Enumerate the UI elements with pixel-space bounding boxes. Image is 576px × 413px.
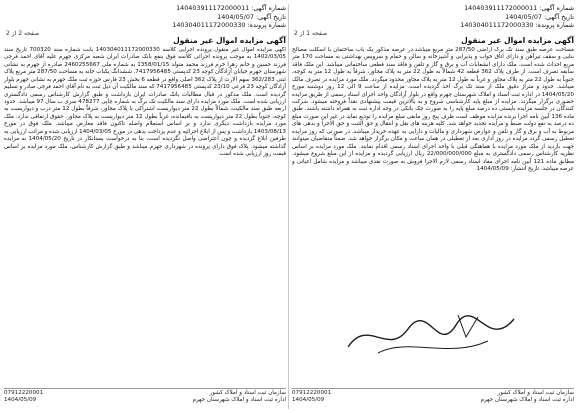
notice-meta [4,4,286,30]
notice-date: تاریخ آگهی: 1404/05/07 [505,12,574,21]
footer-rule [4,388,286,389]
notice-page-right [292,4,574,409]
notice-title: آگهی مزایده اموال غیر منقول [461,35,574,45]
column-divider [288,4,289,409]
notice-page-left [4,4,286,409]
signature-area [338,307,528,365]
footer-phone: 07912220001 [4,389,44,396]
notice-footer [292,388,574,405]
footer-rule [292,388,574,389]
footer-date: 1404/05/09 [292,397,325,404]
notice-number: شماره آگهی: 140403911172000011 [464,4,574,12]
handwritten-signature [338,307,528,365]
notice-number: شماره آگهی: 140403911172000011 [176,4,286,12]
footer-date: 1404/05/09 [4,397,37,404]
footer-office: اداره ثبت اسناد و املاک شهرستان جهرم [480,397,574,404]
footer-phone: 07912220001 [292,389,332,396]
notice-body-text: مساحت عرصه طبق سند تک برگ اراضی 287/50 متر مربع میباشد.در عرصه مذکور یک باب ساختمان با اسکلت مصالح بنایی و سقف تیرآهن و دارای اتاق خواب و پذیرایی و آشپزخانه و سالن و حمام و سرویس بهداشتی به مساحت 170 متر مربع احداث شده است. ملک دارای انشعابات آب و برق و گاز و تلفن و فاقد سند قطعی ساختمانی میباشد. این ملک فاقد سابقه تصرف است. از طرف پلاک 362 قطعه 42 شمالاً به طول 22 متر به پلاک مجاور، شرقاً به طول 12 متر به کوچه، جنوباً به طول 22 متر به پلاک مجاور و غرباً به طول 12 متر به پلاک مجاور محدود میگردد. ملک مورد مزایده در تصرف مالک میباشد. حدود و متراژ دقیق ملک از سند تک برگ اخذ گردیده است. مزایده از ساعت 9 الی 12 روز دوشنبه مورخ 1404/05/20 در اداره ثبت اسناد و املاک شهرستان جهرم واقع در بلوار آزادگان واحد اجرای اسناد رسمی از طریق مزایده حضوری برگزار میگردد. مزایده از مبلغ پایه کارشناسی شروع و به بالاترین قیمت پیشنهادی نقداً فروخته میشود. شرکت کنندگان در جلسه مزایده بایستی ده درصد مبلغ پایه را به صورت چک بانکی در وجه اداره ثبت به همراه داشته باشند. طبق ماده 136 آیین نامه اجرا برنده مزایده موظف است ظرف پنج روز مابقی مبلغ مزایده را تودیع نماید در غیر این صورت مبلغ ده درصد به نفع دولت ضبط و مزایده تجدید خواهد شد. کلیه هزینه های نقل و انتقال و حق الثبت و حق الاجرا و بدهی های مربوط به آب و برق و گاز و تلفن و عوارض شهرداری و مالیات و دارایی به عهده خریدار میباشد. در صورتی که روز مزایده تعطیل رسمی گردد مزایده در روز اداری بعد از تعطیلی در همان ساعت و مکان برگزار خواهد شد. ضمناً متقاضیان میتوانند جهت بازدید از ملک مورد مزایده با هماهنگی قبلی با واحد اجرای اسناد رسمی اقدام نمایند. ملک مورد مزایده بر اساس نظریه کارشناس رسمی دادگستری به مبلغ 22/000/000/000 ریال ارزیابی گردیده و مزایده از این مبلغ شروع میشود. مطابق ماده 121 آیین نامه اجرای مفاد اسناد رسمی لازم الاجرا فروش به صورت نقدی میباشد و مزایده شامل اعیانی و عرصه میباشد. تاریخ انتشار: 1404/05/09 [292,46,574,173]
case-number: شماره پرونده: 140304011172000330 [460,21,574,30]
notice-meta [292,4,574,30]
notice-body-text: آگهی مزایده اموال غیر منقول پرونده اجرایی کلاسه 140304011172000330 بابت شماره سند 700320 تاریخ سند 1402/03/05 به موجب پرونده اجرائی کلاسه فوق بنفع بانک صادرات ایران شعبه مرکزی جهرم علیه آقای احمد فرجی فرزند حسین و خانم زهرا خرم فرزند محمد متولد 1358/01/15 به شماره ملی 2460255667 صادره از جهرم به نشانی شهرستان جهرم خیابان آزادگان کوچه 23 کدپستی 7417956485. ششدانگ یکباب خانه به مساحت 287/50 متر مربع پلاک ثبتی 362/283 سهم الارث از پلاک 362 اصلی واقع در قطعه 6 بخش 23 فارس حوزه ثبت ملک جهرم به نشانی جهرم بلوار آزادگان کوچه 23 فرعی 23/10 کدپستی 7417956485 که سند مالکیت آن ذیل ثبت به نام آقای احمد فرجی صادر و تسلیم گردیده است. ملک مذکور در قبال مطالبات بانک صادرات ایران بازداشت و طبق گزارش کارشناس رسمی دادگستری ارزیابی شده است. ملک مورد مزایده دارای سند مالکیت تک برگ به شماره چاپی 478277 سری ب سال 97 میباشد. حدود اربعه طبق سند مالکیت، شمالاً بطول 22 متر دیواریست اشتراکی با پلاک مجاور، شرقاً بطول 12 متر درب و دیواریست به کوچه، جنوباً بطول 22 متر دیواریست به باقیمانده، غرباً بطول 12 متر دیواریست به پلاک مجاور. حقوق ارتفاقی ندارد. ملک مورد مزایده بازداشت دیگری ندارد و بر اساس استعلام واصله تاکنون فاقد معارض میباشد. ملک فوق در مورخ 1403/08/13 بازداشت و پس از ابلاغ اجرائیه و عدم پرداخت بدهی در مورخ 1404/03/05 ارزیابی شده و مراتب ارزیابی به طرفین ابلاغ گردیده و چون اعتراضی واصل نگردیده است، بنا به درخواست بستانکار در تاریخ 1404/05/20 به مزایده گذاشته میشود. پلاک فوق دارای پرونده در شهرداری جهرم میباشد و طبق گزارش کارشناس، ملک مورد مزایده بر اساس قیمت روز ارزیابی شده است. [4,46,286,158]
footer-office: اداره ثبت اسناد و املاک شهرستان جهرم [192,397,286,404]
footer-org: سازمان ثبت اسناد و املاک کشور [497,389,574,396]
notice-footer [4,388,286,405]
notice-date: تاریخ آگهی: 1404/05/07 [217,12,286,21]
page-number: صفحه 1 از 2 [294,30,328,37]
case-number: شماره پرونده: 140304011172000330 [172,21,286,30]
notice-title: آگهی مزایده اموال غیر منقول [173,35,286,45]
page-number: صفحه 2 از 2 [6,30,40,37]
footer-org: سازمان ثبت اسناد و املاک کشور [209,389,286,396]
